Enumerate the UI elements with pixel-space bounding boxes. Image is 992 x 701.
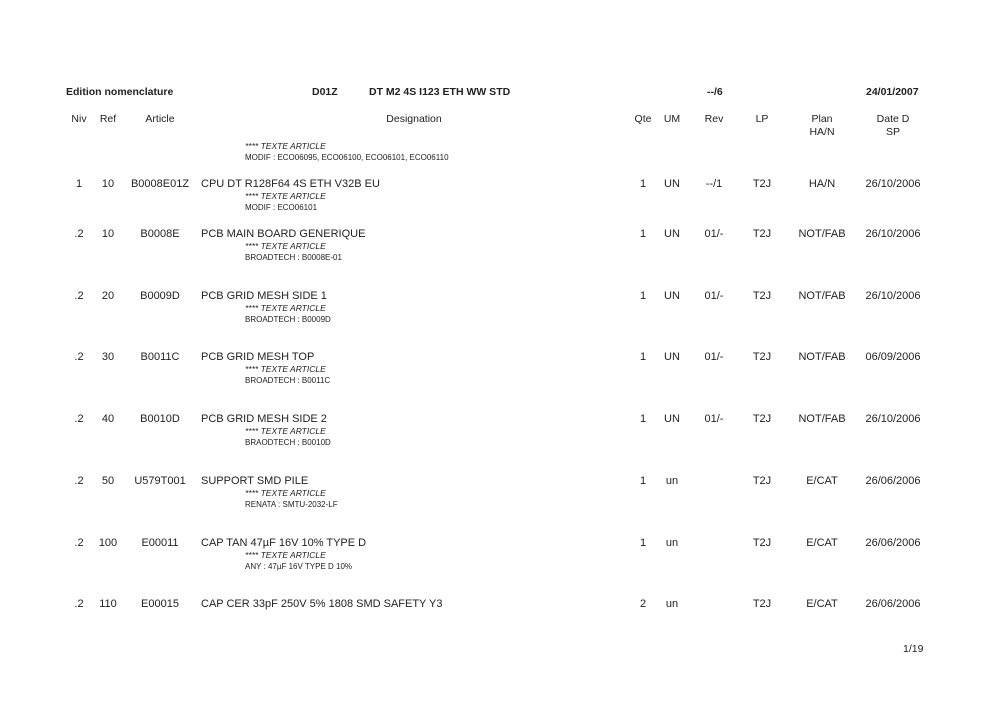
cell-ref: 40	[101, 413, 115, 425]
cell-date: 26/06/2006	[865, 537, 921, 549]
row-note-text: BROADTECH : B0011C	[245, 376, 331, 385]
cell-niv: .2	[74, 475, 84, 487]
cell-designation: CAP TAN 47µF 16V 10% TYPE D	[201, 537, 367, 549]
row-note-label: **** TEXTE ARTICLE	[245, 364, 326, 374]
cell-plan: E/CAT	[806, 475, 838, 487]
cell-niv: .2	[74, 290, 84, 302]
cell-date: 06/09/2006	[865, 351, 921, 363]
cell-ref: 30	[101, 351, 115, 363]
column-header-rev: Rev	[704, 113, 724, 125]
document-date: 24/01/2007	[866, 86, 919, 98]
cell-lp: T2J	[752, 290, 772, 302]
cell-article: E00011	[141, 537, 179, 549]
cell-rev: 01/-	[704, 228, 724, 240]
cell-article: B0008E01Z	[130, 178, 190, 190]
row-note-text: BROADTECH : B0008E-01	[245, 253, 342, 262]
cell-niv: .2	[74, 413, 84, 425]
row-note-label: **** TEXTE ARTICLE	[245, 488, 326, 498]
product-name: DT M2 4S I123 ETH WW STD	[369, 86, 511, 98]
cell-niv: .2	[74, 351, 84, 363]
cell-plan: NOT/FAB	[798, 351, 846, 363]
cell-designation: PCB GRID MESH TOP	[201, 351, 315, 363]
cell-rev: --/1	[705, 178, 723, 190]
column-header-niv: Niv	[71, 113, 87, 125]
cell-lp: T2J	[752, 475, 772, 487]
cell-date: 26/06/2006	[865, 598, 921, 610]
cell-plan: NOT/FAB	[798, 413, 846, 425]
document-revision: --/6	[707, 86, 723, 98]
cell-qte: 1	[639, 228, 647, 240]
cell-ref: 100	[98, 537, 118, 549]
row-note-label: **** TEXTE ARTICLE	[245, 426, 326, 436]
cell-qte: 1	[639, 290, 647, 302]
cell-qte: 1	[639, 413, 647, 425]
row-note-label: **** TEXTE ARTICLE	[245, 191, 326, 201]
column-header-ref: Ref	[99, 113, 117, 125]
cell-date: 26/10/2006	[865, 228, 921, 240]
cell-designation: CAP CER 33pF 250V 5% 1808 SMD SAFETY Y3	[201, 598, 443, 610]
row-note-text: ANY : 47µF 16V TYPE D 10%	[245, 562, 353, 571]
column-header-designation: Designation	[386, 113, 442, 125]
cell-plan: HA/N	[808, 178, 836, 190]
cell-qte: 1	[639, 475, 647, 487]
cell-lp: T2J	[752, 178, 772, 190]
cell-plan: NOT/FAB	[798, 228, 846, 240]
row-note-text: RENATA : SMTU-2032-LF	[245, 500, 338, 509]
cell-qte: 2	[639, 598, 647, 610]
cell-lp: T2J	[752, 537, 772, 549]
cell-um: UN	[664, 178, 680, 190]
cell-designation: PCB MAIN BOARD GENERIQUE	[201, 228, 366, 240]
cell-ref: 110	[99, 598, 117, 610]
cell-um: un	[665, 537, 679, 549]
cell-um: UN	[664, 351, 680, 363]
cell-um: un	[665, 598, 679, 610]
cell-date: 26/10/2006	[865, 413, 921, 425]
document-code: D01Z	[312, 86, 338, 98]
cell-designation: CPU DT R128F64 4S ETH V32B EU	[201, 178, 380, 190]
cell-date: 26/10/2006	[865, 290, 921, 302]
header-note-text: MODIF : ECO06095, ECO06100, ECO06101, ECO06110	[245, 153, 449, 162]
column-header-plan: Plan HA/N	[809, 113, 835, 138]
cell-niv: 1	[75, 178, 83, 190]
document-title: Edition nomenclature	[66, 86, 174, 98]
cell-plan: E/CAT	[806, 598, 838, 610]
page-number: 1/19	[903, 643, 924, 655]
cell-article: B0010D	[140, 413, 180, 425]
cell-lp: T2J	[752, 351, 772, 363]
cell-qte: 1	[639, 178, 647, 190]
cell-article: U579T001	[134, 475, 186, 487]
column-header-date: Date D SP	[876, 113, 910, 138]
cell-date: 26/06/2006	[865, 475, 921, 487]
cell-um: UN	[664, 413, 680, 425]
column-header-lp: LP	[755, 113, 769, 125]
cell-rev: 01/-	[704, 413, 724, 425]
cell-um: UN	[664, 290, 680, 302]
cell-designation: PCB GRID MESH SIDE 2	[201, 413, 327, 425]
cell-rev: 01/-	[704, 351, 724, 363]
cell-article: B0011C	[140, 351, 180, 363]
row-note-text: BRAODTECH : B0010D	[245, 438, 331, 447]
row-note-label: **** TEXTE ARTICLE	[245, 550, 326, 560]
row-note-text: BROADTECH : B0009D	[245, 315, 331, 324]
cell-designation: SUPPORT SMD PILE	[201, 475, 309, 487]
cell-um: un	[665, 475, 679, 487]
row-note-label: **** TEXTE ARTICLE	[245, 241, 326, 251]
cell-rev: 01/-	[704, 290, 724, 302]
cell-ref: 10	[101, 178, 115, 190]
header-note-label: **** TEXTE ARTICLE	[245, 141, 326, 151]
cell-ref: 50	[101, 475, 115, 487]
cell-lp: T2J	[752, 413, 772, 425]
column-header-article: Article	[145, 113, 175, 125]
cell-niv: .2	[74, 598, 84, 610]
row-note-label: **** TEXTE ARTICLE	[245, 303, 326, 313]
cell-qte: 1	[639, 537, 647, 549]
row-note-text: MODIF : ECO06101	[245, 203, 318, 212]
cell-um: UN	[664, 228, 680, 240]
column-header-qte: Qte	[634, 113, 652, 125]
column-header-um: UM	[663, 113, 681, 125]
cell-plan: E/CAT	[806, 537, 838, 549]
cell-niv: .2	[74, 537, 84, 549]
cell-lp: T2J	[752, 228, 772, 240]
cell-lp: T2J	[752, 598, 772, 610]
cell-qte: 1	[639, 351, 647, 363]
cell-article: B0008E	[140, 228, 180, 240]
cell-ref: 10	[101, 228, 115, 240]
cell-designation: PCB GRID MESH SIDE 1	[201, 290, 327, 302]
cell-article: B0009D	[140, 290, 180, 302]
cell-date: 26/10/2006	[865, 178, 921, 190]
cell-plan: NOT/FAB	[798, 290, 846, 302]
cell-ref: 20	[101, 290, 115, 302]
cell-niv: .2	[74, 228, 84, 240]
cell-article: E00015	[141, 598, 179, 610]
